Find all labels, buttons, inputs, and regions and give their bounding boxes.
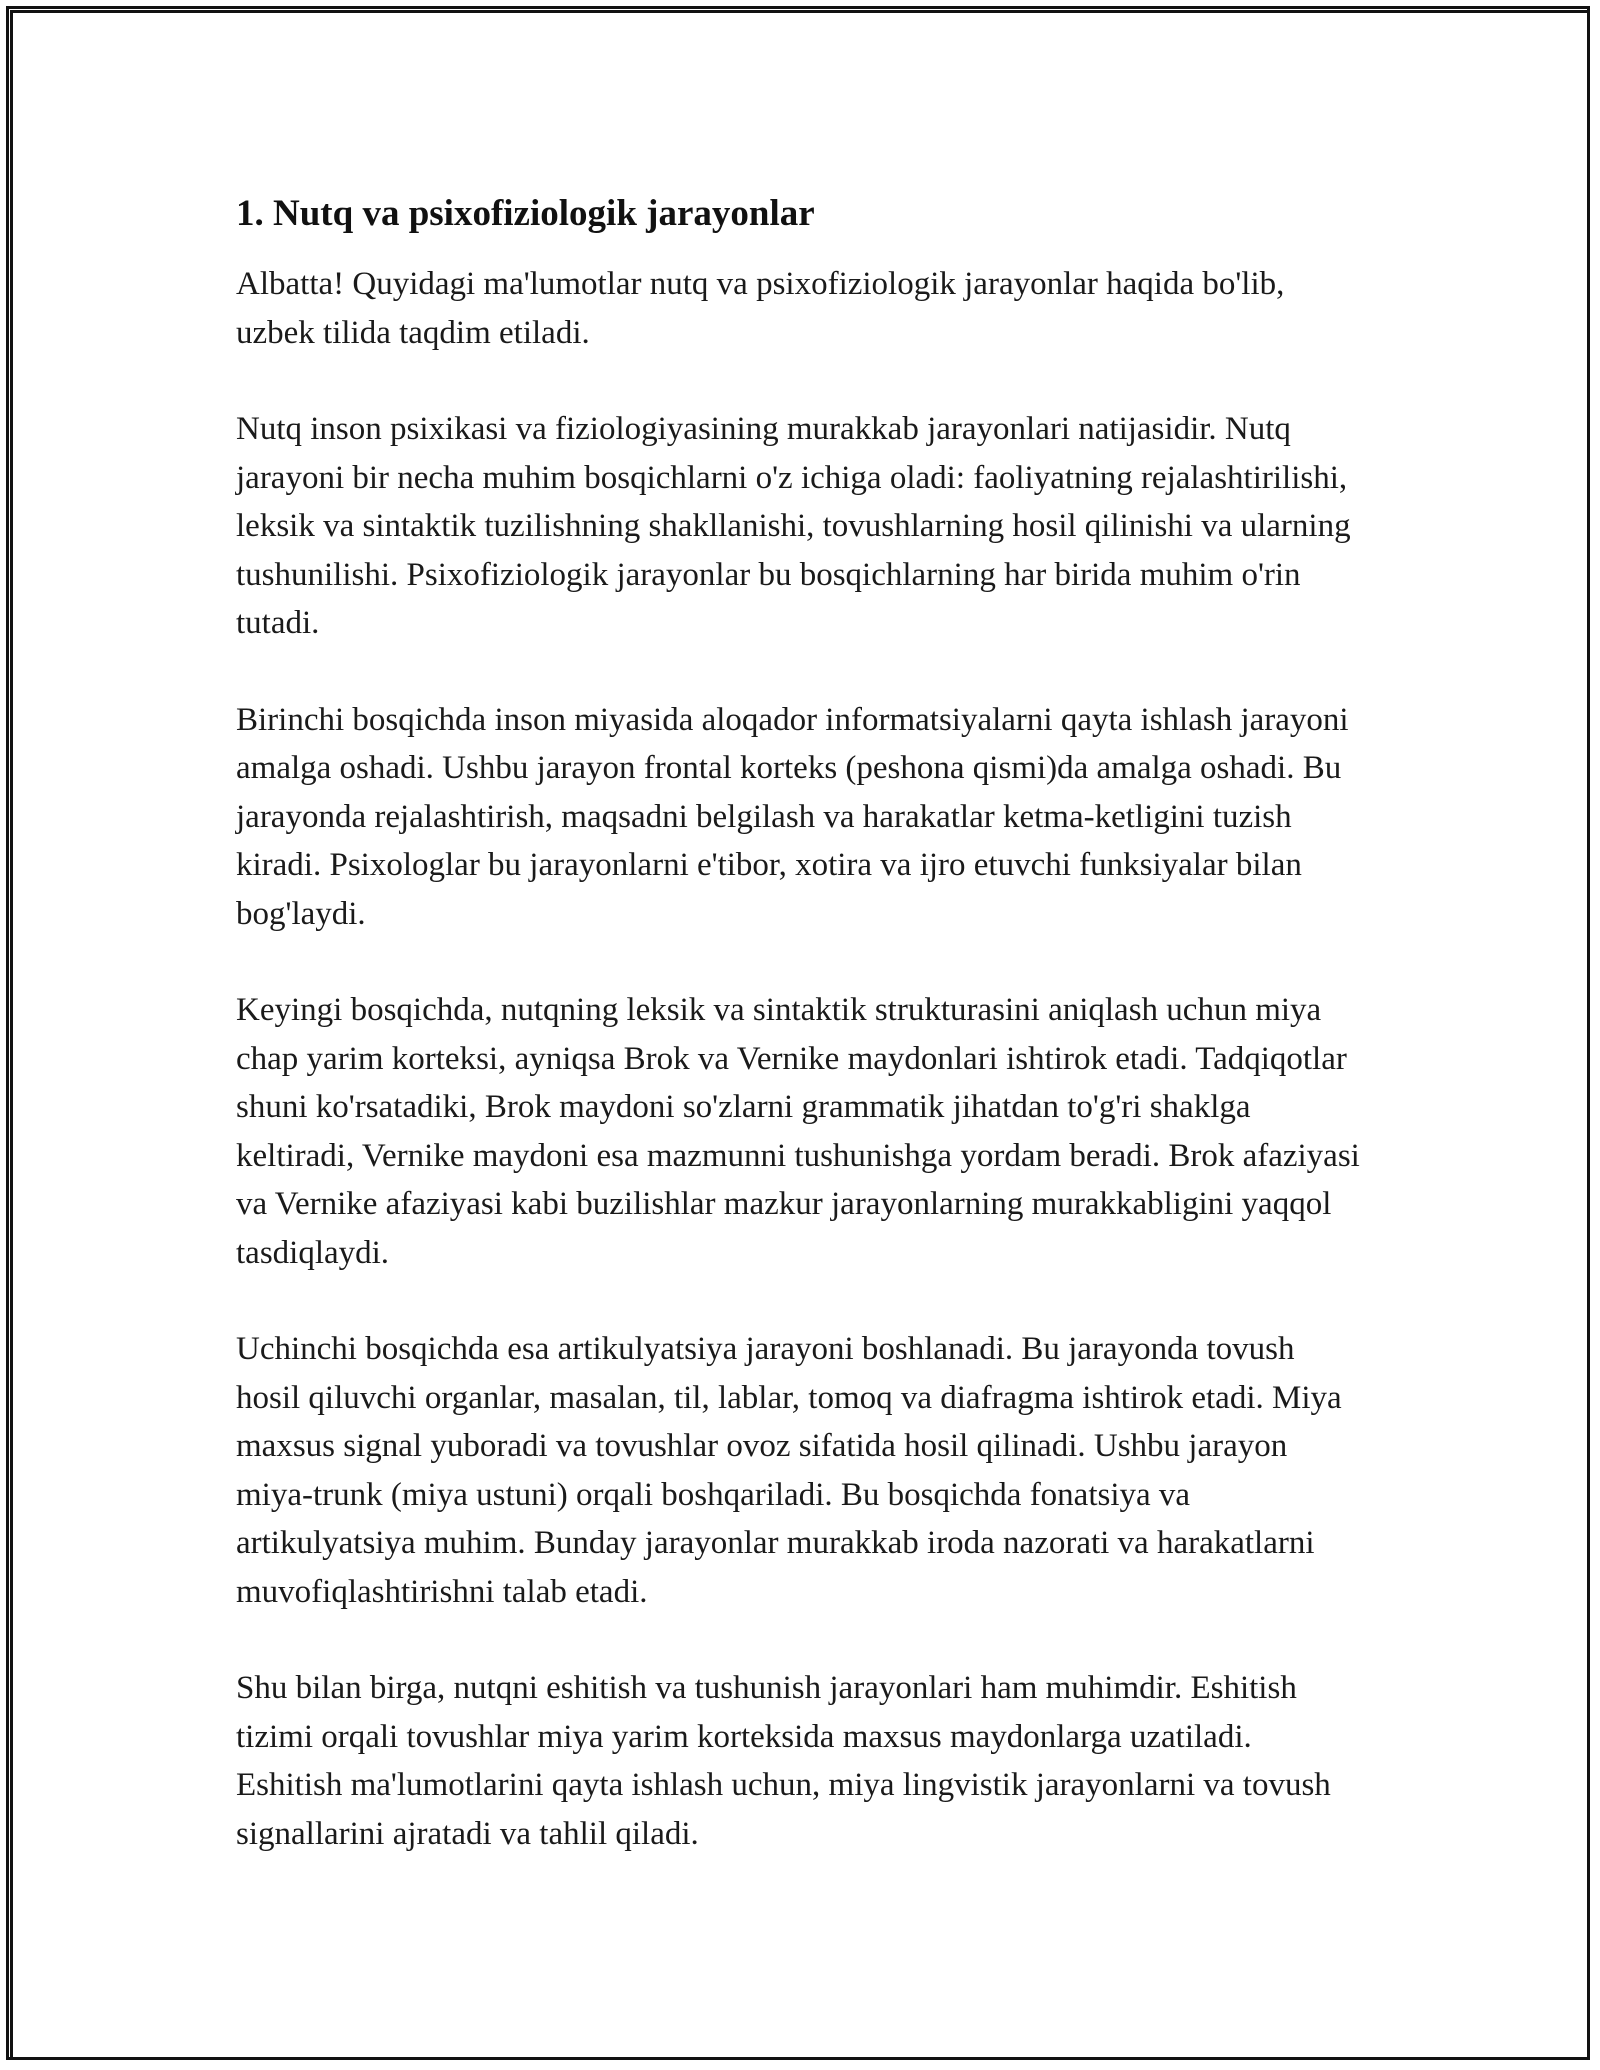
document-title: 1. Nutq va psixofiziologik jarayonlar: [236, 193, 815, 234]
document-body: [236, 186, 1366, 1906]
paragraph-overview: Nutq inson psixikasi va fiziologiyasining murakkab jarayonlari natijasidir. Nutq jarayoni bir necha muhim bosqichlarni o'z ichiga oladi: faoliyatning rejalashtirilishi, leksik va sintaktik tuzilishning shakllanishi, tovushlarning hosil qilinishi va ularning tushunilishi. Psixofiziologik jarayonlar bu bosqichlarning har birida muhim o'rin tutadi.: [236, 411, 1351, 641]
paragraph-intro: Albatta! Quyidagi ma'lumotlar nutq va psixofiziologik jarayonlar haqida bo'lib, uzbek tilida taqdim etiladi.: [236, 266, 1285, 351]
paragraph-stage-three: Uchinchi bosqichda esa artikulyatsiya jarayoni boshlanadi. Bu jarayonda tovush hosil qiluvchi organlar, masalan, til, lablar, tomoq va diafragma ishtirok etadi. Miya maxsus signal yuboradi va tovushlar ovoz sifatida hosil qilinadi. Ushbu jarayon miya-trunk (miya ustuni) orqali boshqariladi. Bu bosqichda fonatsiya va artikulyatsiya muhim. Bunday jarayonlar murakkab iroda nazorati va harakatlarni muvofiqlashtirishni talab etadi.: [236, 1331, 1342, 1610]
paragraph-hearing: Shu bilan birga, nutqni eshitish va tushunish jarayonlari ham muhimdir. Eshitish tizimi orqali tovushlar miya yarim korteksida maxsus maydonlarga uzatiladi. Eshitish ma'lumotlarini qayta ishlash uchun, miya lingvistik jarayonlarni va tovush signallarini ajratadi va tahlil qiladi.: [236, 1670, 1331, 1852]
paragraph-stage-two: Keyingi bosqichda, nutqning leksik va sintaktik strukturasini aniqlash uchun miya chap yarim korteksi, ayniqsa Brok va Vernike maydonlari ishtirok etadi. Tadqiqotlar shuni ko'rsatadiki, Brok maydoni so'zlarni grammatik jihatdan to'g'ri shaklga keltiradi, Vernike maydoni esa mazmunni tushunishga yordam beradi. Brok afaziyasi va Vernike afaziyasi kabi buzilishlar mazkur jarayonlarning murakkabligini yaqqol tasdiqlaydi.: [236, 992, 1360, 1271]
paragraph-stage-one: Birinchi bosqichda inson miyasida aloqador informatsiyalarni qayta ishlash jarayoni amalga oshadi. Ushbu jarayon frontal korteks (peshona qismi)da amalga oshadi. Bu jarayonda rejalashtirish, maqsadni belgilash va harakatlar ketma-ketligini tuzish kiradi. Psixologlar bu jarayonlarni e'tibor, xotira va ijro etuvchi funksiyalar bilan bog'laydi.: [236, 701, 1349, 932]
